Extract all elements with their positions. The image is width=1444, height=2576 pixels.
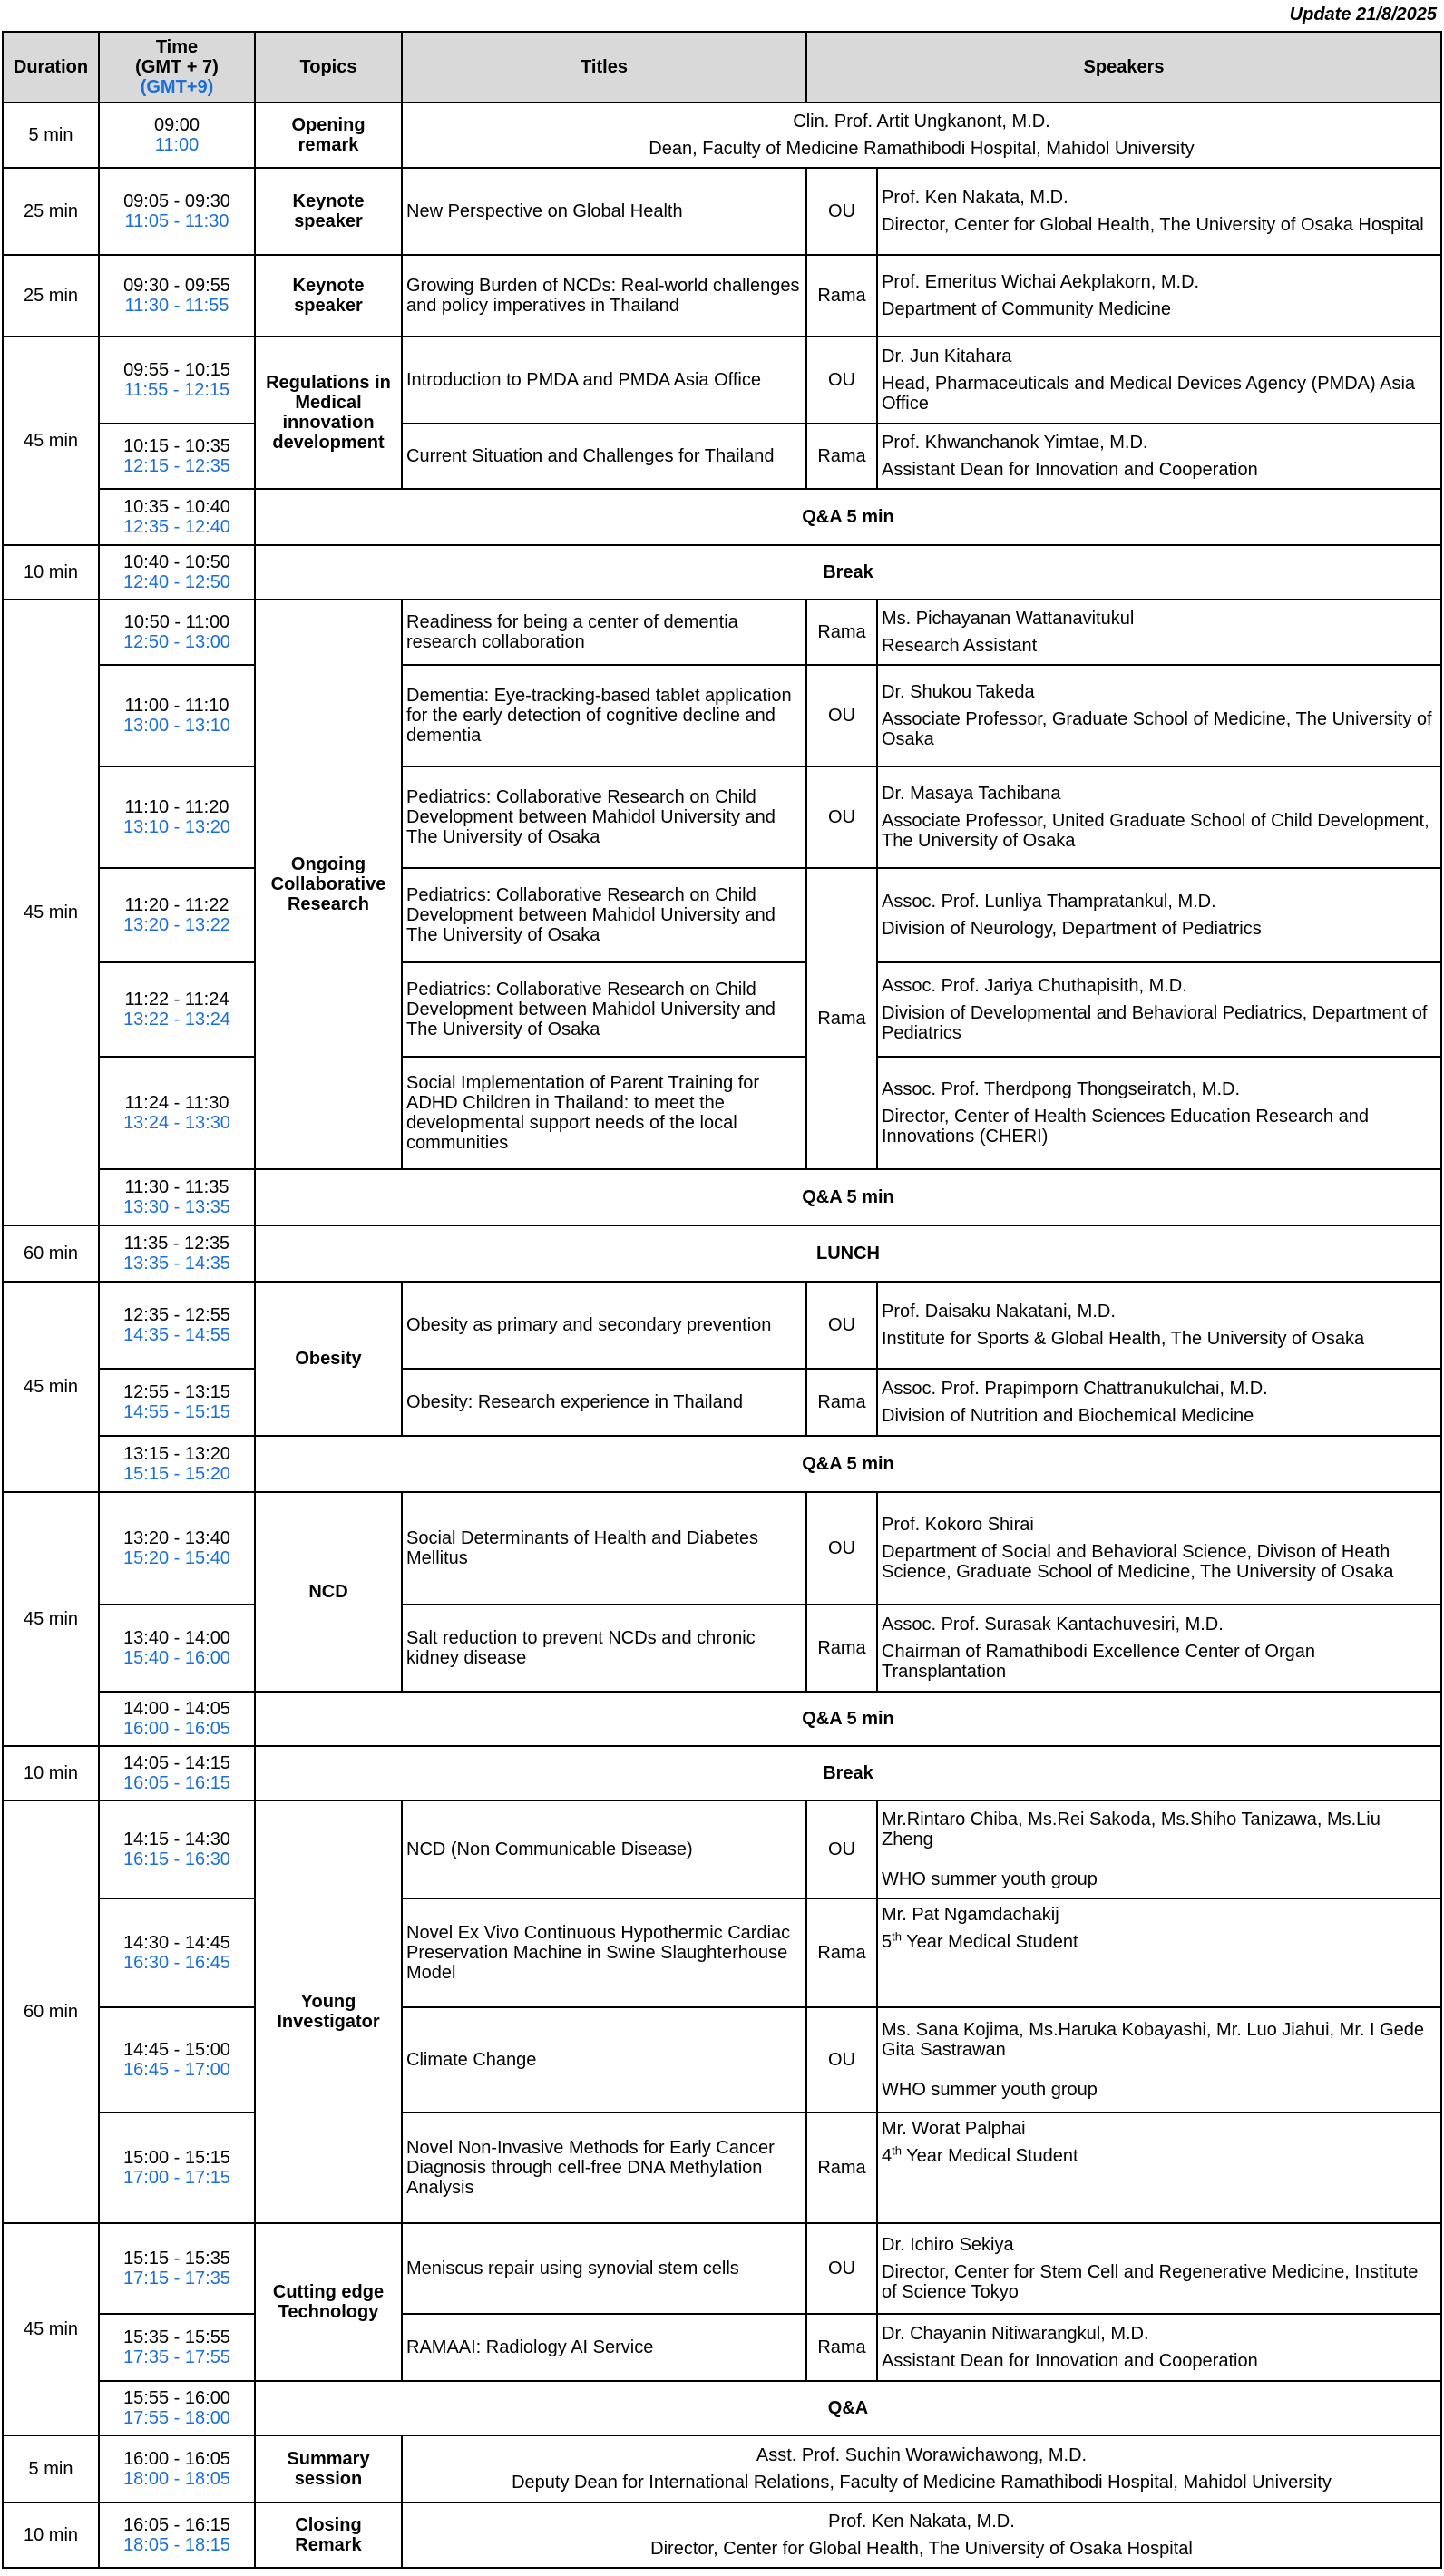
speaker-position: Head, Pharmaceuticals and Medical Devices Agency (PMDA) Asia Office	[882, 374, 1416, 414]
time-gmt7: 15:55 - 16:00	[123, 2388, 230, 2408]
speaker-cell	[402, 2503, 1441, 2568]
agenda-row	[3, 545, 1441, 600]
title-cell: Novel Ex Vivo Continuous Hypothermic Cardiac Preservation Machine in Swine Slaughterhouse Model	[402, 1898, 806, 2007]
speaker-name: Dr. Ichiro Sekiya	[882, 2235, 1014, 2255]
speaker-cell	[877, 962, 1441, 1057]
time-gmt7: 11:00 - 11:10	[124, 696, 229, 716]
time-gmt9: 12:40 - 12:50	[123, 572, 230, 592]
header-row	[3, 32, 1441, 102]
time-cell	[99, 102, 255, 168]
speaker-position: Division of Nutrition and Biochemical Medicine	[882, 1406, 1254, 1426]
title-cell: RAMAAI: Radiology AI Service	[402, 2314, 806, 2381]
speaker-name: Assoc. Prof. Therdpong Thongseiratch, M.D.	[882, 1079, 1241, 1099]
speaker-cell	[402, 102, 1441, 168]
time-gmt7: 14:15 - 14:30	[123, 1830, 230, 1849]
time-gmt7: 10:50 - 11:00	[123, 612, 230, 632]
agenda-row	[3, 2113, 1441, 2223]
time-gmt7: 16:05 - 16:15	[123, 2515, 230, 2535]
institution-cell: OU	[806, 1492, 877, 1605]
update-date: Update 21/8/2025	[1289, 5, 1437, 24]
time-gmt9: 16:05 - 16:15	[123, 1773, 230, 1793]
time-gmt7: 16:00 - 16:05	[123, 2449, 230, 2469]
title-cell: Social Determinants of Health and Diabetes Mellitus	[402, 1492, 806, 1605]
time-gmt7: 09:55 - 10:15	[123, 360, 230, 380]
speaker-name: Assoc. Prof. Lunliya Thampratankul, M.D.	[882, 892, 1216, 912]
duration-cell: 25 min	[3, 168, 99, 255]
time-gmt7: 13:15 - 13:20	[123, 1444, 230, 1464]
time-cell	[99, 1800, 255, 1898]
agenda-row	[3, 255, 1441, 337]
time-cell	[99, 545, 255, 600]
time-gmt9: 11:55 - 12:15	[123, 380, 230, 400]
agenda-row	[3, 1692, 1441, 1746]
time-gmt9: 11:30 - 11:55	[124, 296, 229, 316]
title-cell: Climate Change	[402, 2007, 806, 2113]
year-label: Year Medical Student	[901, 2146, 1078, 2166]
speaker-name: Prof. Emeritus Wichai Aekplakorn, M.D.	[882, 272, 1200, 292]
time-cell	[99, 1436, 255, 1492]
institution-cell: Rama	[806, 424, 877, 489]
speaker-cell	[877, 766, 1441, 868]
topic-cell: Opening remark	[255, 102, 402, 168]
title-cell: Readiness for being a center of dementia research collaboration	[402, 600, 806, 665]
time-gmt9: 16:45 - 17:00	[123, 2060, 230, 2080]
year-number: 4	[882, 2146, 893, 2166]
agenda-row	[3, 1898, 1441, 2007]
time-cell	[99, 1898, 255, 2007]
time-cell	[99, 255, 255, 337]
title-cell: Dementia: Eye-tracking-based tablet application for the early detection of cognitive decline and dementia	[402, 665, 806, 766]
qa-cell: Q&A	[255, 2381, 1441, 2435]
time-gmt9: 16:00 - 16:05	[123, 1719, 230, 1739]
agenda-row	[3, 1369, 1441, 1436]
institution-cell: OU	[806, 766, 877, 868]
agenda-row	[3, 168, 1441, 255]
time-gmt7: 11:35 - 12:35	[123, 1234, 230, 1254]
title-cell: Current Situation and Challenges for Thailand	[402, 424, 806, 489]
speaker-cell	[877, 1605, 1441, 1692]
time-gmt7: 10:15 - 10:35	[123, 436, 230, 456]
time-cell	[99, 1057, 255, 1169]
institution-cell: Rama	[806, 600, 877, 665]
title-cell: NCD (Non Communicable Disease)	[402, 1800, 806, 1898]
topic-cell: Obesity	[255, 1282, 402, 1436]
header-gmt9: (GMT+9)	[140, 77, 214, 97]
title-cell: Social Implementation of Parent Training for ADHD Children in Thailand: to meet the developmental support needs of the local communities	[402, 1057, 806, 1169]
time-gmt9: 13:10 - 13:20	[123, 817, 230, 837]
agenda-row	[3, 1746, 1441, 1800]
time-gmt9: 14:55 - 15:15	[123, 1402, 230, 1422]
time-cell	[99, 1225, 255, 1282]
duration-cell: 60 min	[3, 1800, 99, 2223]
time-cell	[99, 1746, 255, 1800]
time-cell	[99, 868, 255, 962]
topic-cell: Keynote speaker	[255, 168, 402, 255]
topic-cell: NCD	[255, 1492, 402, 1692]
time-gmt9: 16:30 - 16:45	[123, 1953, 230, 1973]
time-gmt7: 09:00	[153, 115, 200, 135]
speaker-position: Associate Professor, Graduate School of Medicine, The University of Osaka	[882, 709, 1432, 749]
institution-cell: Rama	[806, 2113, 877, 2223]
time-cell	[99, 2007, 255, 2113]
speaker-cell	[877, 1282, 1441, 1369]
agenda-row	[3, 489, 1441, 545]
institution-cell: OU	[806, 2007, 877, 2113]
speaker-position: Director, Center for Global Health, The University of Osaka Hospital	[650, 2539, 1193, 2559]
time-gmt7: 14:05 - 14:15	[123, 1753, 230, 1773]
agenda-row	[3, 665, 1441, 766]
ordinal-suffix: th	[892, 1929, 902, 1944]
time-gmt9: 12:35 - 12:40	[123, 517, 230, 537]
time-cell	[99, 1369, 255, 1436]
agenda-row	[3, 1057, 1441, 1169]
header-speakers: Speakers	[806, 32, 1441, 102]
speaker-position: Director, Center for Stem Cell and Regenerative Medicine, Institute of Science Tokyo	[882, 2262, 1419, 2302]
institution-cell: Rama	[806, 1898, 877, 2007]
header-gmt7: (GMT + 7)	[135, 57, 219, 77]
time-cell	[99, 424, 255, 489]
qa-cell: Q&A 5 min	[255, 1692, 1441, 1746]
speaker-name: Assoc. Prof. Prapimporn Chattranukulchai, M.D.	[882, 1379, 1268, 1399]
speaker-cell	[877, 665, 1441, 766]
speaker-cell	[877, 1800, 1441, 1898]
duration-cell: 60 min	[3, 1225, 99, 1282]
time-gmt7: 14:00 - 14:05	[123, 1699, 230, 1719]
institution-cell: OU	[806, 665, 877, 766]
speaker-name: Dr. Chayanin Nitiwarangkul, M.D.	[882, 2324, 1149, 2344]
agenda-row	[3, 424, 1441, 489]
speaker-cell	[877, 868, 1441, 962]
header-topics: Topics	[255, 32, 402, 102]
agenda-row	[3, 1225, 1441, 1282]
agenda-table	[2, 31, 1442, 2569]
speaker-cell	[877, 255, 1441, 337]
time-gmt9: 13:22 - 13:24	[123, 1010, 230, 1029]
time-gmt9: 13:24 - 13:30	[123, 1113, 230, 1133]
topic-cell: Keynote speaker	[255, 255, 402, 337]
agenda-row	[3, 1605, 1441, 1692]
title-cell: Obesity as primary and secondary prevention	[402, 1282, 806, 1369]
speaker-name: Dr. Shukou Takeda	[882, 682, 1035, 702]
speaker-position: Director, Center for Global Health, The University of Osaka Hospital	[882, 215, 1424, 235]
topic-cell: Closing Remark	[255, 2503, 402, 2568]
time-gmt9: 17:35 - 17:55	[123, 2347, 230, 2367]
title-cell: Introduction to PMDA and PMDA Asia Office	[402, 337, 806, 424]
institution-cell: OU	[806, 168, 877, 255]
time-gmt7: 09:30 - 09:55	[123, 276, 230, 296]
time-gmt9: 17:55 - 18:00	[123, 2408, 230, 2428]
ordinal-suffix: th	[892, 2143, 902, 2158]
time-gmt9: 15:40 - 16:00	[123, 1648, 230, 1668]
duration-cell: 45 min	[3, 1492, 99, 1746]
time-gmt9: 11:00	[154, 135, 200, 155]
agenda-row	[3, 2381, 1441, 2435]
title-cell: Novel Non-Invasive Methods for Early Cancer Diagnosis through cell-free DNA Methylation Analysis	[402, 2113, 806, 2223]
time-gmt7: 10:35 - 10:40	[123, 497, 230, 517]
speaker-name: Ms. Pichayanan Wattanavitukul	[882, 609, 1135, 629]
time-gmt9: 13:30 - 13:35	[123, 1197, 230, 1217]
duration-cell: 45 min	[3, 1282, 99, 1492]
speaker-cell	[877, 424, 1441, 489]
institution-cell: OU	[806, 1282, 877, 1369]
speaker-name: Mr.Rintaro Chiba, Ms.Rei Sakoda, Ms.Shiho Tanizawa, Ms.Liu Zheng	[882, 1810, 1381, 1849]
agenda-row	[3, 1169, 1441, 1225]
duration-cell: 5 min	[3, 2435, 99, 2503]
topic-cell: Ongoing Collaborative Research	[255, 600, 402, 1169]
time-gmt7: 15:35 - 15:55	[123, 2327, 230, 2347]
time-gmt9: 14:35 - 14:55	[123, 1325, 230, 1345]
duration-cell: 45 min	[3, 337, 99, 545]
title-cell: Meniscus repair using synovial stem cells	[402, 2223, 806, 2314]
speaker-cell	[877, 1369, 1441, 1436]
speaker-name: Prof. Kokoro Shirai	[882, 1515, 1034, 1535]
time-gmt7: 12:35 - 12:55	[123, 1305, 230, 1325]
year-label: Year Medical Student	[901, 1932, 1078, 1952]
time-cell	[99, 1169, 255, 1225]
speaker-position: Assistant Dean for Innovation and Cooperation	[882, 460, 1258, 480]
time-gmt9: 13:20 - 13:22	[123, 915, 230, 935]
institution-cell: OU	[806, 337, 877, 424]
speaker-position: Research Assistant	[882, 636, 1038, 656]
time-gmt9: 12:50 - 13:00	[123, 632, 230, 652]
time-gmt9: 18:00 - 18:05	[123, 2469, 230, 2489]
time-cell	[99, 1492, 255, 1605]
time-gmt7: 10:40 - 10:50	[123, 552, 230, 572]
time-cell	[99, 962, 255, 1057]
speaker-position: Division of Neurology, Department of Pediatrics	[882, 919, 1262, 939]
speaker-cell	[877, 2223, 1441, 2314]
speaker-position: Director, Center of Health Sciences Education Research and Innovations (CHERI)	[882, 1107, 1369, 1147]
agenda-row	[3, 1436, 1441, 1492]
speaker-cell	[877, 2314, 1441, 2381]
time-cell	[99, 489, 255, 545]
time-cell	[99, 2223, 255, 2314]
time-gmt7: 15:00 - 15:15	[123, 2148, 230, 2168]
speaker-cell	[877, 2113, 1441, 2223]
speaker-name: Assoc. Prof. Jariya Chuthapisith, M.D.	[882, 976, 1187, 996]
time-cell	[99, 337, 255, 424]
time-gmt9: 17:15 - 17:35	[123, 2269, 230, 2288]
speaker-cell	[877, 1898, 1441, 2007]
title-cell: Salt reduction to prevent NCDs and chronic kidney disease	[402, 1605, 806, 1692]
topic-cell: Regulations in Medical innovation development	[255, 337, 402, 489]
time-gmt7: 11:22 - 11:24	[124, 990, 229, 1010]
speaker-position: WHO summer youth group	[882, 2080, 1098, 2100]
duration-cell: 10 min	[3, 2503, 99, 2568]
institution-cell: Rama	[806, 1369, 877, 1436]
time-gmt9: 13:35 - 14:35	[123, 1254, 230, 1273]
institution-cell: OU	[806, 1800, 877, 1898]
header-time	[99, 32, 255, 102]
agenda-row	[3, 102, 1441, 168]
speaker-name: Prof. Daisaku Nakatani, M.D.	[882, 1302, 1116, 1322]
time-cell	[99, 1692, 255, 1746]
time-cell	[99, 2381, 255, 2435]
agenda-row	[3, 600, 1441, 665]
institution-cell: Rama	[806, 2314, 877, 2381]
time-gmt7: 13:40 - 14:00	[123, 1628, 230, 1648]
speaker-position	[882, 1929, 1437, 1952]
speaker-cell	[877, 1492, 1441, 1605]
time-gmt7: 15:15 - 15:35	[123, 2249, 230, 2269]
agenda-row	[3, 1282, 1441, 1369]
agenda-row	[3, 962, 1441, 1057]
speaker-cell	[402, 2435, 1441, 2503]
time-gmt9: 12:15 - 12:35	[123, 456, 230, 476]
speaker-name: Assoc. Prof. Surasak Kantachuvesiri, M.D.	[882, 1615, 1224, 1634]
lunch-cell: LUNCH	[255, 1225, 1441, 1282]
time-gmt7: 14:30 - 14:45	[123, 1933, 230, 1953]
agenda-row	[3, 766, 1441, 868]
speaker-name: Clin. Prof. Artit Ungkanont, M.D.	[793, 112, 1050, 132]
time-cell	[99, 766, 255, 868]
time-gmt9: 15:20 - 15:40	[123, 1548, 230, 1568]
time-cell	[99, 168, 255, 255]
speaker-name: Mr. Pat Ngamdachakij	[882, 1905, 1059, 1925]
topic-cell: Summary session	[255, 2435, 402, 2503]
year-number: 5	[882, 1932, 893, 1952]
header-titles: Titles	[402, 32, 806, 102]
time-gmt7: 09:05 - 09:30	[123, 191, 230, 211]
institution-cell: Rama	[806, 868, 877, 1169]
time-cell	[99, 1605, 255, 1692]
agenda-row	[3, 2435, 1441, 2503]
institution-cell: Rama	[806, 1605, 877, 1692]
title-cell: Pediatrics: Collaborative Research on Child Development between Mahidol University and The University of Osaka	[402, 868, 806, 962]
duration-cell: 5 min	[3, 102, 99, 168]
duration-cell: 10 min	[3, 545, 99, 600]
topic-cell: Cutting edge Technology	[255, 2223, 402, 2381]
topic-cell: Young Investigator	[255, 1800, 402, 2223]
speaker-position: Dean, Faculty of Medicine Ramathibodi Hospital, Mahidol University	[649, 139, 1195, 159]
speaker-name: Dr. Masaya Tachibana	[882, 784, 1061, 804]
header-time-label: Time	[155, 37, 199, 57]
title-cell: Growing Burden of NCDs: Real-world challenges and policy imperatives in Thailand	[402, 255, 806, 337]
agenda-row	[3, 2314, 1441, 2381]
time-gmt7: 14:45 - 15:00	[123, 2040, 230, 2060]
time-cell	[99, 2314, 255, 2381]
duration-cell: 10 min	[3, 1746, 99, 1800]
agenda-row	[3, 2223, 1441, 2314]
time-cell	[99, 2113, 255, 2223]
speaker-position: Department of Social and Behavioral Science, Divison of Heath Science, Graduate School of Medicine, The University of Osaka	[882, 1542, 1394, 1582]
speaker-position: Department of Community Medicine	[882, 299, 1172, 319]
speaker-name: Mr. Worat Palphai	[882, 2119, 1026, 2139]
agenda-row	[3, 1492, 1441, 1605]
speaker-position: Institute for Sports & Global Health, The University of Osaka	[882, 1329, 1365, 1349]
speaker-name: Ms. Sana Kojima, Ms.Haruka Kobayashi, Mr. Luo Jiahui, Mr. I Gede Gita Sastrawan	[882, 2020, 1425, 2060]
time-gmt9: 16:15 - 16:30	[123, 1849, 230, 1869]
qa-cell: Q&A 5 min	[255, 489, 1441, 545]
title-cell: Obesity: Research experience in Thailand	[402, 1369, 806, 1436]
break-cell: Break	[255, 545, 1441, 600]
time-gmt9: 18:05 - 18:15	[123, 2535, 230, 2555]
title-cell: Pediatrics: Collaborative Research on Child Development between Mahidol University and The University of Osaka	[402, 962, 806, 1057]
agenda-row	[3, 337, 1441, 424]
time-gmt9: 11:05 - 11:30	[124, 211, 229, 231]
time-cell	[99, 600, 255, 665]
agenda-row	[3, 1800, 1441, 1898]
speaker-cell	[877, 600, 1441, 665]
speaker-name: Prof. Khwanchanok Yimtae, M.D.	[882, 433, 1148, 453]
speaker-cell	[877, 168, 1441, 255]
speaker-position: Chairman of Ramathibodi Excellence Center of Organ Transplantation	[882, 1642, 1316, 1682]
duration-cell: 45 min	[3, 2223, 99, 2435]
duration-cell: 45 min	[3, 600, 99, 1225]
title-cell: Pediatrics: Collaborative Research on Child Development between Mahidol University and The University of Osaka	[402, 766, 806, 868]
speaker-position: Deputy Dean for International Relations, Faculty of Medicine Ramathibodi Hospital, Mahidol University	[512, 2473, 1332, 2493]
time-gmt7: 13:20 - 13:40	[123, 1528, 230, 1548]
institution-cell: Rama	[806, 255, 877, 337]
time-cell	[99, 2503, 255, 2568]
qa-cell: Q&A 5 min	[255, 1169, 1441, 1225]
speaker-position: Division of Developmental and Behavioral Pediatrics, Department of Pediatrics	[882, 1003, 1428, 1043]
institution-cell: OU	[806, 2223, 877, 2314]
speaker-position: Associate Professor, United Graduate School of Child Development, The University of Osaka	[882, 811, 1429, 851]
header-duration: Duration	[3, 32, 99, 102]
break-cell: Break	[255, 1746, 1441, 1800]
duration-cell: 25 min	[3, 255, 99, 337]
title-cell: New Perspective on Global Health	[402, 168, 806, 255]
time-gmt7: 12:55 - 13:15	[123, 1382, 230, 1402]
speaker-name: Dr. Jun Kitahara	[882, 346, 1012, 366]
speaker-name: Asst. Prof. Suchin Worawichawong, M.D.	[756, 2445, 1088, 2465]
time-gmt7: 11:30 - 11:35	[124, 1177, 229, 1197]
agenda-row	[3, 2007, 1441, 2113]
time-gmt9: 13:00 - 13:10	[123, 716, 230, 736]
speaker-cell	[877, 2007, 1441, 2113]
qa-cell: Q&A 5 min	[255, 1436, 1441, 1492]
time-gmt7: 11:24 - 11:30	[124, 1093, 229, 1113]
agenda-row	[3, 868, 1441, 962]
speaker-name: Prof. Ken Nakata, M.D.	[828, 2512, 1015, 2532]
time-gmt9: 17:00 - 17:15	[123, 2168, 230, 2188]
agenda-row	[3, 2503, 1441, 2568]
speaker-name: Prof. Ken Nakata, M.D.	[882, 188, 1068, 208]
time-gmt7: 11:20 - 11:22	[124, 895, 229, 915]
speaker-position	[882, 2143, 1437, 2166]
time-cell	[99, 1282, 255, 1369]
time-cell	[99, 665, 255, 766]
time-gmt9: 15:15 - 15:20	[123, 1464, 230, 1484]
time-gmt7: 11:10 - 11:20	[124, 797, 229, 817]
speaker-position: Assistant Dean for Innovation and Cooperation	[882, 2351, 1258, 2371]
time-cell	[99, 2435, 255, 2503]
speaker-position: WHO summer youth group	[882, 1869, 1098, 1889]
speaker-cell	[877, 337, 1441, 424]
speaker-cell	[877, 1057, 1441, 1169]
